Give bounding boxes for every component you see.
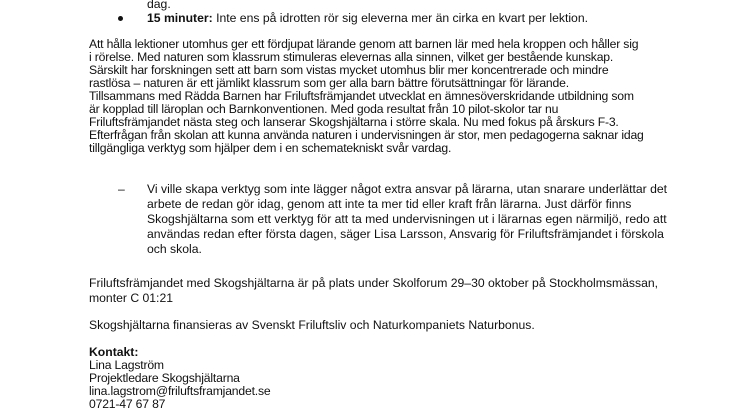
bullet-text: Inte ens på idrotten rör sig eleverna mer än cirka en kvart per lektion. xyxy=(212,11,588,25)
paragraph-1-line: Efterfrågan från skolan att kunna använda naturen i undervisningen är stor, men pedagogerna saknar idag xyxy=(89,128,644,142)
quote-line: användas redan efter första dagen, säger Lisa Larsson, Ansvarig för Friluftsfrämjandet i förskola xyxy=(147,227,664,241)
contact-heading: Kontakt: xyxy=(89,345,139,359)
paragraph-1-line: Friluftsfrämjandet nästa steg och lanserar Skogshjältarna i större skala. Nu med fokus på årskurs F-3. xyxy=(89,115,619,129)
bullet-point xyxy=(118,16,123,21)
paragraph-1-line: rastlösa – naturen är ett jämlikt klassrum som ger alla barn bättre förutsättningar för lärande. xyxy=(89,76,569,90)
paragraph-1-line: Att hålla lektioner utomhus ger ett fördjupat lärande genom att barnen lär med hela kroppen och håller sig xyxy=(89,37,639,51)
quote-line: Skogshjältarna som ett verktyg för att ta med undervisningen ut i lärarnas egen närmiljö, redo att xyxy=(147,212,667,226)
quote-line: arbete de redan gör idag, genom att inte ta mer tid eller kraft från lärarna. Just därför finns xyxy=(147,197,632,211)
quote-line: och skola. xyxy=(147,242,202,256)
paragraph-1-line: i rörelse. Med naturen som klassrum stimuleras elevernas alla sinnen, vilket ger bestående kunskap. xyxy=(89,50,614,64)
paragraph-2-line: Friluftsfrämjandet med Skogshjältarna är på plats under Skolforum 29–30 oktober på Stockholmsmässan, xyxy=(89,276,659,290)
paragraph-1-line: Tillsammans med Rädda Barnen har Friluftsfrämjandet utvecklat en ämnesöverskridande utbildning som xyxy=(89,89,634,103)
paragraph-2-line: monter C 01:21 xyxy=(89,291,174,305)
paragraph-3: Skogshjältarna finansieras av Svenskt Friluftsliv och Naturkompaniets Naturbonus. xyxy=(89,318,535,332)
bullet-continuation: dag. xyxy=(147,0,171,11)
contact-phone: 0721-47 67 87 xyxy=(89,397,166,411)
quote-line: Vi ville skapa verktyg som inte lägger något extra ansvar på lärarna, utan snarare underlättar det xyxy=(147,182,668,196)
bullet-item-15-minuter xyxy=(147,12,588,25)
paragraph-1-line: Särskilt har forskningen sett att barn som vistas mycket utomhus blir mer koncentrerade och mindre xyxy=(89,63,609,77)
contact-name: Lina Lagström xyxy=(89,358,164,372)
bullet-label: 15 minuter: xyxy=(147,11,213,25)
paragraph-1-line: tillgängliga verktyg som hjälper dem i en schematekniskt svår vardag. xyxy=(89,141,452,155)
contact-title: Projektledare Skogshjältarna xyxy=(89,371,240,385)
quote-dash: – xyxy=(118,182,125,196)
contact-email-link[interactable]: lina.lagstrom@friluftsframjandet.se xyxy=(89,384,271,398)
paragraph-1-line: är kopplad till läroplan och Barnkonventionen. Med goda resultat från 10 pilot-skolor tar nu xyxy=(89,102,559,116)
